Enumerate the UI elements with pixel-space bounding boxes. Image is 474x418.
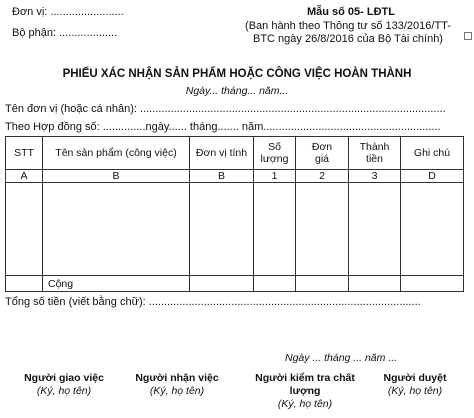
signature-role: Người duyệt xyxy=(383,372,447,384)
table-cell xyxy=(6,183,43,276)
column-code: D xyxy=(401,170,464,183)
unit-label: Đơn vị: ........................ xyxy=(12,6,124,18)
signature-block xyxy=(240,372,370,411)
column-code: 3 xyxy=(349,170,401,183)
signature-role: Người kiểm tra chất lượng xyxy=(255,372,355,397)
product-table xyxy=(5,136,464,292)
signature-note: (Ký, họ tên) xyxy=(277,398,333,410)
signature-block xyxy=(14,372,114,398)
table-cell xyxy=(401,183,464,276)
signature-block xyxy=(124,372,230,398)
sign-date: Ngày ... tháng ... năm ... xyxy=(285,352,398,364)
signature-note: (Ký, họ tên) xyxy=(149,385,205,397)
issued-line-1: (Ban hành theo Thông tư số 133/2016/TT- xyxy=(245,20,451,32)
column-code: 1 xyxy=(254,170,296,183)
table-cell xyxy=(401,276,464,292)
signature-block xyxy=(370,372,460,398)
column-code: A xyxy=(6,170,43,183)
table-cell xyxy=(296,183,349,276)
table-cell xyxy=(254,183,296,276)
table-cell xyxy=(349,183,401,276)
table-cell xyxy=(190,276,254,292)
resize-handle-icon xyxy=(464,32,472,40)
column-header: Số lượng xyxy=(254,137,296,170)
table-cell xyxy=(254,276,296,292)
signature-note: (Ký, họ tên) xyxy=(36,385,92,397)
table-header-row xyxy=(6,137,464,170)
department-label: Bộ phận: ................... xyxy=(12,27,118,39)
issued-line-2: BTC ngày 26/8/2016 của Bộ Tài chính) xyxy=(253,33,443,45)
signature-role: Người nhận việc xyxy=(135,372,219,384)
form-code: Mẫu số 05- LĐTL xyxy=(306,6,395,18)
unit-name-field: Tên đơn vị (hoặc cá nhân): .................................................................................................... xyxy=(5,103,446,115)
table-total-row xyxy=(6,276,464,292)
signature-note: (Ký, họ tên) xyxy=(387,385,443,397)
table-cell xyxy=(190,183,254,276)
column-header: STT xyxy=(6,137,43,170)
table-cell xyxy=(6,276,43,292)
contract-field: Theo Hợp đồng số: ..............ngày...... tháng....... năm.......................................................... xyxy=(5,121,441,133)
table-code-row xyxy=(6,170,464,183)
document-title: PHIẾU XÁC NHẬN SẢN PHẨM HOẶC CÔNG VIỆC HOÀN THÀNH xyxy=(62,68,412,80)
signature-role: Người giao việc xyxy=(24,372,104,384)
column-header: Đơn giá xyxy=(296,137,349,170)
column-code: 2 xyxy=(296,170,349,183)
table-cell xyxy=(296,276,349,292)
table-cell xyxy=(349,276,401,292)
total-label: Cộng xyxy=(43,276,190,292)
table-cell xyxy=(43,183,190,276)
title-date: Ngày... tháng... năm... xyxy=(185,85,289,97)
column-header: Thành tiền xyxy=(349,137,401,170)
column-code: B xyxy=(43,170,190,183)
column-code: B xyxy=(190,170,254,183)
column-header: Đơn vị tính xyxy=(190,137,254,170)
amount-words-field: Tổng số tiền (viết bằng chữ): ......................................................................................... xyxy=(5,296,421,308)
column-header: Tên sản phẩm (công việc) xyxy=(43,137,190,170)
table-body-row xyxy=(6,183,464,276)
column-header: Ghi chú xyxy=(401,137,464,170)
